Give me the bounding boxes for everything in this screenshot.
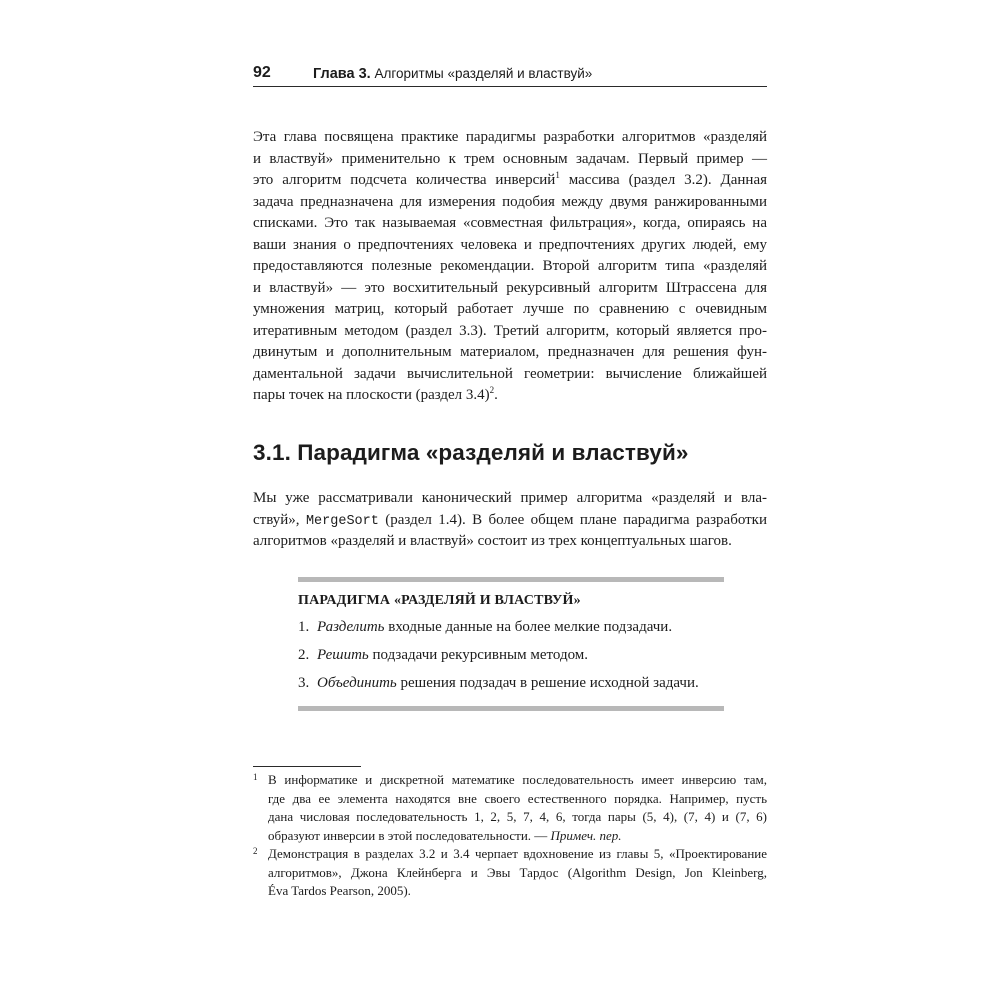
footnote-mark: 2 (253, 846, 258, 856)
footnote-line: В информатике и дискретной математике последовательность имеет инверсию там, (268, 772, 767, 787)
text-line: списками. Это так называемая «совместная фильтрация», когда, опираясь на (253, 215, 767, 231)
running-header (253, 62, 767, 87)
text-line: умножения матриц, который работает лучше по сравнению с очевидным (253, 301, 767, 317)
text-line: и властвуй» применительно к трем основным задачам. Первый пример — (253, 150, 767, 167)
footnotes (253, 771, 767, 901)
footnote-2 (253, 845, 767, 901)
text-line: Эта глава посвящена практике парадигмы разработки алгоритмов «разделяй (253, 129, 767, 145)
paradigm-step: 1. Разделить входные данные на более мелкие подзадачи. (298, 619, 673, 635)
footnote-mark: 1 (253, 772, 258, 782)
text-line: Мы уже рассматривали канонический пример алгоритма «разделяй и вла- (253, 490, 767, 506)
footnote-rule (253, 766, 361, 767)
text-line: двинутым и дополнительным материалом, предназначен для решения фун- (253, 344, 767, 360)
box-title: ПАРАДИГМА «РАЗДЕЛЯЙ И ВЛАСТВУЙ» (298, 593, 581, 608)
step-emphasis: Разделить (317, 619, 385, 635)
code-mergesort: MergeSort (305, 513, 379, 529)
intro-paragraph (253, 127, 767, 407)
footnote-line: образуют инверсии в этой последовательности. — Примеч. пер. (268, 827, 622, 843)
text-line: пары точек на плоскости (раздел 3.4)$^2$. (253, 385, 498, 403)
footnote-ref-2[interactable]: 2 (489, 385, 495, 395)
footnote-line: где два ее элемента находятся вне своего естественного порядка. Например, пусть (268, 790, 767, 806)
box-bottom-rule (298, 706, 724, 711)
footnote-line: дана числовая последовательность 1, 2, 5, 7, 4, 6, тогда пары (5, 4), (7, 4) и (7, 6) (268, 809, 767, 824)
text-line: алгоритмов «разделяй и властвуй» состоит из трех концептуальных шагов. (253, 533, 732, 549)
section-paragraph (253, 488, 767, 553)
footnote-1 (253, 771, 767, 845)
chapter-label: Глава 3. (313, 66, 371, 82)
box-top-rule (298, 577, 724, 582)
text-line: ваши знания о предпочтениях человека и предпочтениях других людей, ему (253, 236, 767, 253)
step-emphasis: Решить (317, 647, 369, 663)
paradigm-box (298, 577, 724, 711)
footnote-line: Éva Tardos Pearson, 2005). (268, 883, 411, 898)
text-line: итеративным методом (раздел 3.3). Третий алгоритм, который является про- (253, 322, 767, 339)
paradigm-step: 3. Объединить решения подзадач в решение исходной задачи. (298, 675, 699, 691)
step-emphasis: Объединить (317, 675, 397, 691)
chapter-title (313, 66, 592, 82)
page-number: 92 (253, 64, 271, 81)
text-line: предоставляются полезные рекомендации. Второй алгоритм типа «разделяй (253, 258, 767, 274)
footnote-ref-1[interactable]: 1 (555, 170, 560, 180)
chapter-name: Алгоритмы «разделяй и властвуй» (374, 66, 593, 81)
text-line: ствуй», MergeSort (раздел 1.4). В более общем плане парадигма разработки (253, 511, 767, 529)
footnote-line: Демонстрация в разделах 3.2 и 3.4 черпает вдохновение из главы 5, «Проектирование (268, 846, 767, 861)
paradigm-step: 2. Решить подзадачи рекурсивным методом. (298, 647, 589, 663)
text-line: даментальной задачи вычислительной геометрии: вычисление ближайшей (253, 365, 767, 382)
section-heading: 3.1. Парадигма «разделяй и властвуй» (253, 440, 689, 465)
text-line: задача предназначена для измерения подобия между двумя ранжированными (253, 193, 767, 210)
translator-note: Примеч. пер. (550, 827, 622, 843)
footnote-line: алгоритмов», Джона Клейнберга и Эвы Тардос (Algorithm Design, Jon Kleinberg, (268, 864, 767, 880)
text-line: это алгоритм подсчета количества инверсий$^1$ массива (раздел 3.2). Данная (253, 170, 767, 188)
text-line: и властвуй» — это восхитительный рекурсивный алгоритм Штрассена для (253, 279, 767, 296)
